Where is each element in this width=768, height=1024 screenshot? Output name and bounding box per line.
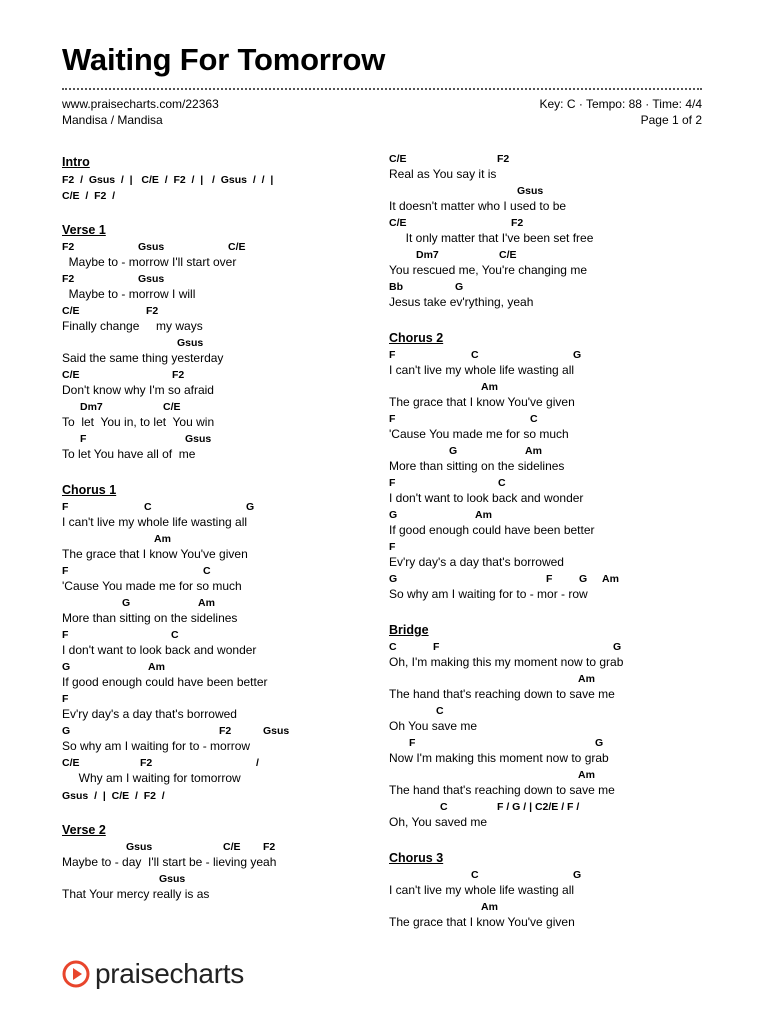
- song-artist: Mandisa / Mandisa: [62, 113, 163, 127]
- chord: Gsus: [185, 433, 212, 445]
- chord: F: [389, 477, 396, 489]
- chord: G: [455, 281, 464, 293]
- lyric-line: [389, 348, 709, 380]
- chord: F: [62, 565, 69, 577]
- lyric-text: Ev'ry day's a day that's borrowed: [389, 555, 564, 569]
- lyric-line: [389, 704, 709, 736]
- chord: Am: [578, 769, 595, 781]
- chord: F: [80, 433, 87, 445]
- chord: F2: [146, 305, 159, 317]
- chord: C: [471, 349, 479, 361]
- lyric-line: [62, 840, 362, 872]
- title-divider: [62, 88, 702, 90]
- chord: Am: [481, 381, 498, 393]
- chord: F: [546, 573, 553, 585]
- lyric-text: Finally change my ways: [62, 319, 203, 333]
- lyric-text: The grace that I know You've given: [62, 547, 248, 561]
- chord: C: [471, 869, 479, 881]
- lyric-text: I can't live my whole life wasting all: [389, 883, 575, 897]
- chord: C: [436, 705, 444, 717]
- lyric-line: [62, 400, 362, 432]
- lyric-text: The grace that I know You've given: [389, 395, 575, 409]
- chord: C/E: [223, 841, 241, 853]
- chord: G: [62, 661, 71, 673]
- lyric-line: [62, 240, 362, 272]
- lyric-text: Now I'm making this moment now to grab: [389, 751, 609, 765]
- song-section: [389, 328, 709, 604]
- lyric-text: Ev'ry day's a day that's borrowed: [62, 707, 237, 721]
- chord: C/E: [389, 153, 407, 165]
- praisecharts-logo: [62, 958, 244, 990]
- lyric-line: [62, 500, 362, 532]
- chord: G: [573, 869, 582, 881]
- left-column: [62, 152, 362, 920]
- lyric-line: [389, 216, 709, 248]
- chord: C/E: [163, 401, 181, 413]
- chord: C/E: [62, 757, 80, 769]
- chord: C/E: [389, 217, 407, 229]
- chord: C: [203, 565, 211, 577]
- lyric-line: [62, 660, 362, 692]
- chord: Bb: [389, 281, 403, 293]
- lyric-line: [389, 476, 709, 508]
- chord: Gsus: [517, 185, 544, 197]
- chord: F2: [263, 841, 276, 853]
- lyric-text: 'Cause You made me for so much: [389, 427, 569, 441]
- lyric-line: [389, 280, 709, 312]
- lyric-text: More than sitting on the sidelines: [62, 611, 238, 625]
- chord: C: [144, 501, 152, 513]
- chord: C: [440, 801, 448, 813]
- chord-line: F2 / Gsus / | C/E / F2 / | / Gsus / / |: [62, 174, 274, 186]
- lyric-line: [389, 868, 709, 900]
- lyric-text: The hand that's reaching down to save me: [389, 687, 615, 701]
- song-section: [62, 220, 362, 464]
- lyric-text: Maybe to - morrow I will: [62, 287, 196, 301]
- chord: G: [573, 349, 582, 361]
- chord: F: [62, 501, 69, 513]
- chord: Dm7: [416, 249, 439, 261]
- lyric-line: [62, 872, 362, 904]
- section-title: Chorus 1: [62, 483, 117, 497]
- section-title: Verse 1: [62, 223, 106, 237]
- chord: Am: [525, 445, 542, 457]
- lyric-text: To let You have all of me: [62, 447, 196, 461]
- song-section: [62, 480, 362, 804]
- lyric-text: Oh, You saved me: [389, 815, 488, 829]
- lyric-line: [389, 380, 709, 412]
- lyric-text: It doesn't matter who I used to be: [389, 199, 567, 213]
- lyric-text: It only matter that I've been set free: [389, 231, 594, 245]
- lyric-line: [389, 184, 709, 216]
- chord: Gsus: [126, 841, 153, 853]
- song-section: [389, 152, 709, 312]
- chord: Am: [154, 533, 171, 545]
- lyric-text: More than sitting on the sidelines: [389, 459, 565, 473]
- chord: Am: [148, 661, 165, 673]
- song-key-tempo-time: Key: C · Tempo: 88 · Time: 4/4: [539, 97, 702, 111]
- chord: C/E: [228, 241, 246, 253]
- lyric-text: You rescued me, You're changing me: [389, 263, 587, 277]
- song-section: [389, 848, 709, 932]
- lyric-line: [62, 272, 362, 304]
- chord: C: [530, 413, 538, 425]
- chord: G: [595, 737, 604, 749]
- song-title: Waiting For Tomorrow: [62, 42, 386, 77]
- chord: Am: [198, 597, 215, 609]
- lyric-text: I don't want to look back and wonder: [62, 643, 257, 657]
- lyric-text: To let You in, to let You win: [62, 415, 215, 429]
- chord: F2: [62, 273, 75, 285]
- lyric-line: [389, 800, 709, 832]
- chord: Dm7: [80, 401, 103, 413]
- lyric-line: [389, 672, 709, 704]
- lyric-line: [389, 248, 709, 280]
- lyric-text: 'Cause You made me for so much: [62, 579, 242, 593]
- lyric-text: That Your mercy really is as: [62, 887, 210, 901]
- section-title: Chorus 3: [389, 851, 444, 865]
- chord-line: Gsus / | C/E / F2 /: [62, 790, 165, 802]
- chord: G: [579, 573, 588, 585]
- lyric-line: [62, 564, 362, 596]
- lyric-text: Maybe to - day I'll start be - lieving yeah: [62, 855, 277, 869]
- chord: F: [389, 349, 396, 361]
- right-column: [389, 152, 709, 948]
- lyric-line: [389, 768, 709, 800]
- chord: G: [613, 641, 622, 653]
- chord: Am: [578, 673, 595, 685]
- lyric-line: [62, 336, 362, 368]
- chord: F: [389, 413, 396, 425]
- lyric-line: [62, 432, 362, 464]
- chord: F2: [511, 217, 524, 229]
- section-title: Chorus 2: [389, 331, 444, 345]
- chord: F / G / | C2/E / F /: [497, 801, 580, 813]
- lyric-text: I don't want to look back and wonder: [389, 491, 584, 505]
- lyric-line: [62, 628, 362, 660]
- chord: C: [389, 641, 397, 653]
- lyric-line: [389, 540, 709, 572]
- chord: Gsus: [138, 241, 165, 253]
- lyric-line: [389, 412, 709, 444]
- lyric-text: Real as You say it is: [389, 167, 497, 181]
- lyric-text: Jesus take ev'rything, yeah: [389, 295, 534, 309]
- lyric-text: If good enough could have been better: [389, 523, 595, 537]
- song-section: [389, 620, 709, 832]
- lyric-text: So why am I waiting for to - mor - row: [389, 587, 588, 601]
- lyric-text: If good enough could have been better: [62, 675, 268, 689]
- lyric-line: [389, 152, 709, 184]
- chord: Gsus: [177, 337, 204, 349]
- lyric-text: Maybe to - morrow I'll start over: [62, 255, 237, 269]
- chord: /: [256, 757, 259, 769]
- lyric-line: [62, 304, 362, 336]
- song-section: [62, 152, 362, 204]
- chord: C/E: [62, 369, 80, 381]
- chord: F: [409, 737, 416, 749]
- chord: G: [389, 573, 398, 585]
- chord: C: [498, 477, 506, 489]
- brand-name: praisecharts: [95, 958, 244, 989]
- song-section: [62, 820, 362, 904]
- chord: Gsus: [159, 873, 186, 885]
- lyric-line: [389, 572, 709, 604]
- lyric-line: [62, 368, 362, 400]
- chord: C: [171, 629, 179, 641]
- lyric-line: [62, 724, 362, 756]
- chord: G: [62, 725, 71, 737]
- lyric-line: [62, 532, 362, 564]
- lyric-line: [389, 640, 709, 672]
- lyric-line: [62, 692, 362, 724]
- lyric-text: The grace that I know You've given: [389, 915, 575, 929]
- song-url: www.praisecharts.com/22363: [62, 97, 219, 111]
- chord: F: [389, 541, 396, 553]
- chord: F2: [140, 757, 153, 769]
- page-number: Page 1 of 2: [640, 113, 702, 127]
- lyric-text: Oh, I'm making this my moment now to grab: [389, 655, 624, 669]
- section-title: Intro: [62, 155, 90, 169]
- chord: Am: [475, 509, 492, 521]
- chord: G: [389, 509, 398, 521]
- lyric-text: Oh You save me: [389, 719, 478, 733]
- chord: C/E: [62, 305, 80, 317]
- section-title: Verse 2: [62, 823, 106, 837]
- lyric-line: [62, 596, 362, 628]
- chord: G: [122, 597, 131, 609]
- section-title: Bridge: [389, 623, 429, 637]
- lyric-text: So why am I waiting for to - morrow: [62, 739, 251, 753]
- chord: G: [246, 501, 255, 513]
- chord: Am: [602, 573, 619, 585]
- chord: F2: [497, 153, 510, 165]
- lyric-line: [389, 444, 709, 476]
- chord: F2: [172, 369, 185, 381]
- chord: F: [62, 693, 69, 705]
- lyric-line: [389, 900, 709, 932]
- chord: Gsus: [263, 725, 290, 737]
- chord: G: [449, 445, 458, 457]
- lyric-text: The hand that's reaching down to save me: [389, 783, 615, 797]
- lyric-text: I can't live my whole life wasting all: [62, 515, 248, 529]
- chord: F: [433, 641, 440, 653]
- chord: F2: [62, 241, 75, 253]
- chord: Am: [481, 901, 498, 913]
- lyric-line: [62, 756, 362, 788]
- lyric-line: [389, 508, 709, 540]
- lyric-text: Said the same thing yesterday: [62, 351, 224, 365]
- lyric-text: Don't know why I'm so afraid: [62, 383, 214, 397]
- lyric-text: Why am I waiting for tomorrow: [62, 771, 241, 785]
- chord: Gsus: [138, 273, 165, 285]
- chord: C/E: [499, 249, 517, 261]
- chord: F2: [219, 725, 232, 737]
- chord: F: [62, 629, 69, 641]
- lyric-text: I can't live my whole life wasting all: [389, 363, 575, 377]
- play-icon: [62, 960, 90, 988]
- chord-line: C/E / F2 /: [62, 190, 116, 202]
- lyric-line: [389, 736, 709, 768]
